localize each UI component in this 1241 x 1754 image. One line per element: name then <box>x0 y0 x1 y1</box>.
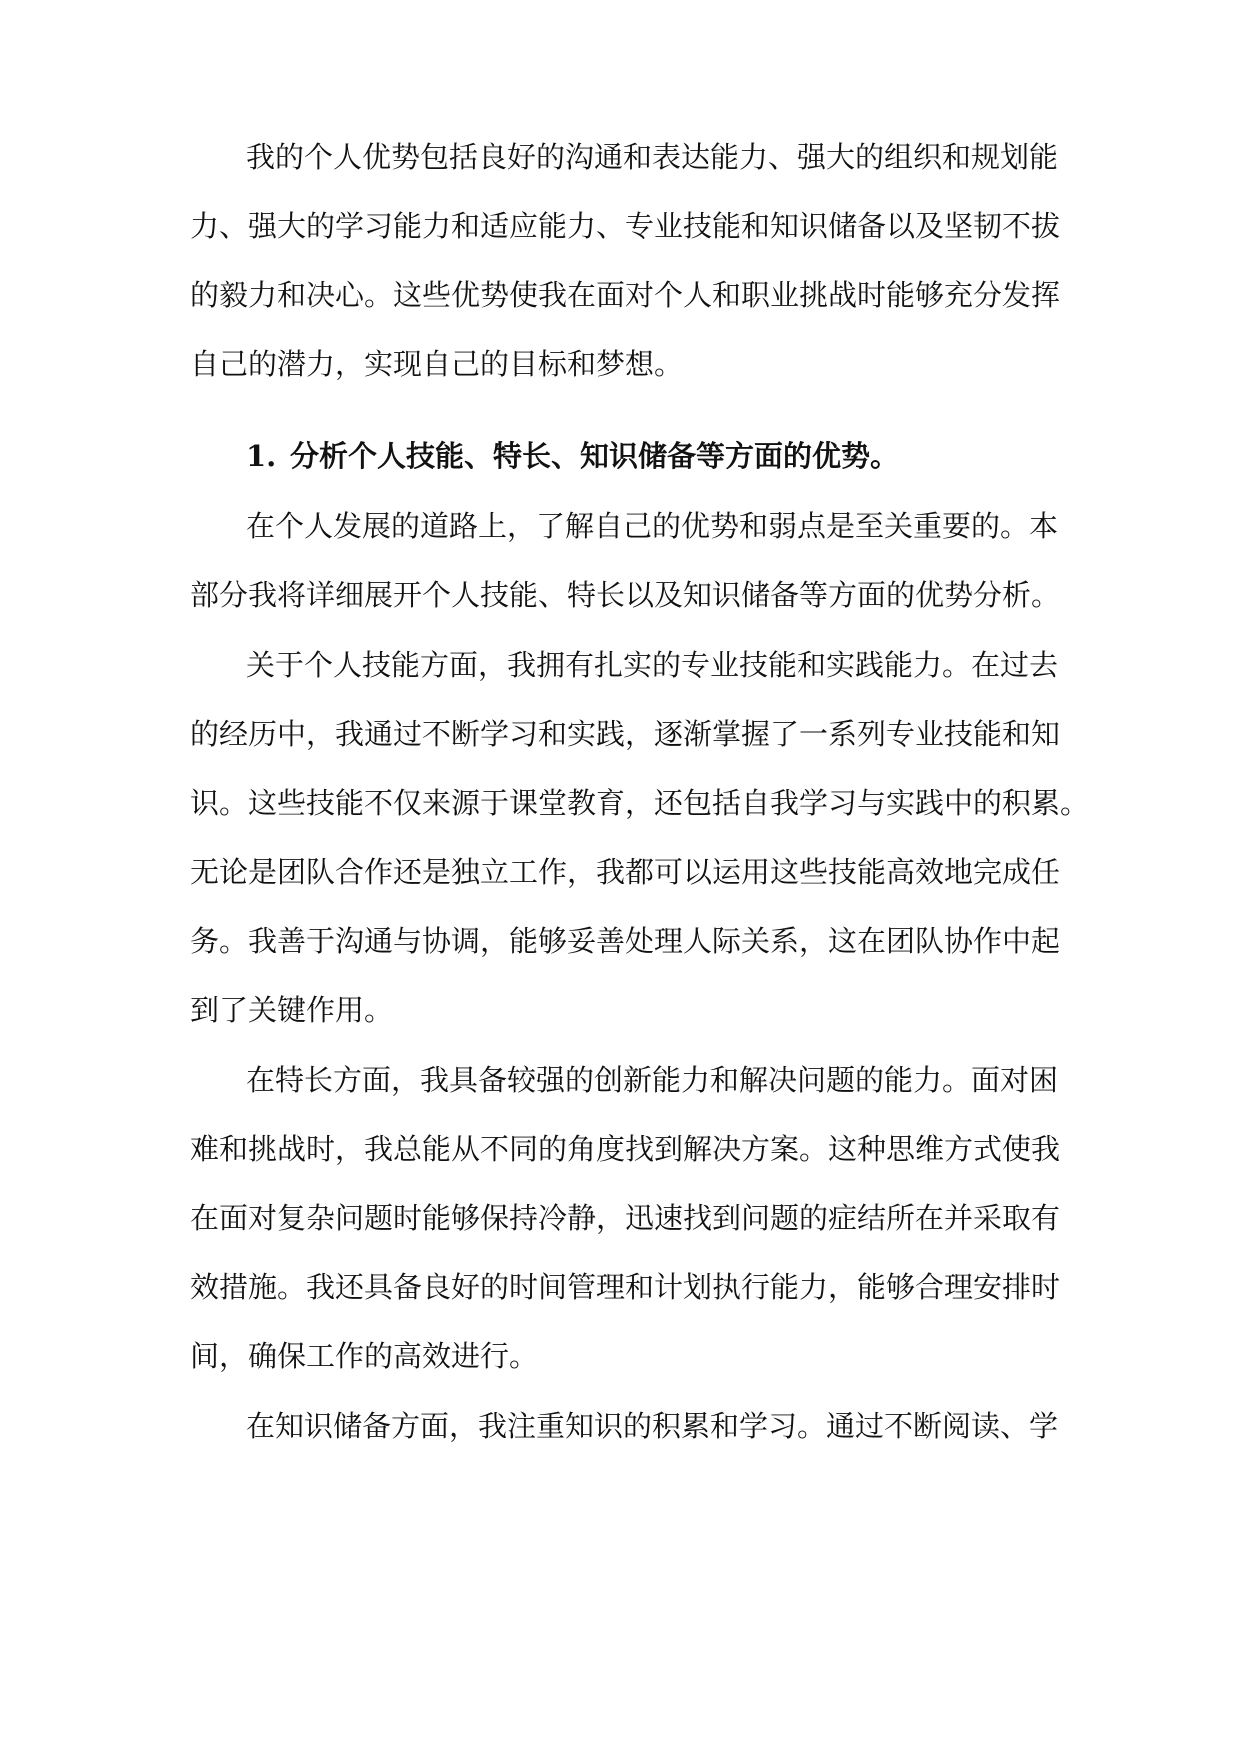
paragraph-line: 识。这些技能不仅来源于课堂教育，还包括自我学习与实践中的积累。 <box>190 786 1090 820</box>
paragraph-line: 在面对复杂问题时能够保持冷静，迅速找到问题的症结所在并采取有 <box>190 1201 1061 1235</box>
paragraph-line: 到了关键作用。 <box>190 993 394 1027</box>
paragraph-line: 的经历中，我通过不断学习和实践，逐渐掌握了一系列专业技能和知 <box>190 717 1061 751</box>
paragraph-line: 力、强大的学习能力和适应能力、专业技能和知识储备以及坚韧不拔 <box>190 209 1061 243</box>
paragraph-line: 在个人发展的道路上，了解自己的优势和弱点是至关重要的。本 <box>246 509 1059 543</box>
paragraph-line: 的毅力和决心。这些优势使我在面对个人和职业挑战时能够充分发挥 <box>190 278 1061 312</box>
paragraph-line: 在知识储备方面，我注重知识的积累和学习。通过不断阅读、学 <box>246 1409 1059 1443</box>
paragraph-line: 在特长方面，我具备较强的创新能力和解决问题的能力。面对困 <box>246 1063 1059 1097</box>
section-heading-text: 分析个人技能、特长、知识储备等方面的优势。 <box>290 439 900 473</box>
paragraph-line: 我的个人优势包括良好的沟通和表达能力、强大的组织和规划能 <box>246 140 1059 174</box>
paragraph-line: 间，确保工作的高效进行。 <box>190 1339 539 1373</box>
section-heading <box>246 436 899 476</box>
paragraph-line: 自己的潜力，实现自己的目标和梦想。 <box>190 347 684 381</box>
paragraph-line: 关于个人技能方面，我拥有扎实的专业技能和实践能力。在过去 <box>246 648 1059 682</box>
paragraph-line: 效措施。我还具备良好的时间管理和计划执行能力，能够合理安排时 <box>190 1270 1061 1304</box>
paragraph-line: 无论是团队合作还是独立工作，我都可以运用这些技能高效地完成任 <box>190 855 1061 889</box>
paragraph-line: 部分我将详细展开个人技能、特长以及知识储备等方面的优势分析。 <box>190 578 1061 612</box>
paragraph-line: 务。我善于沟通与协调，能够妥善处理人际关系，这在团队协作中起 <box>190 924 1061 958</box>
section-number: 1. <box>246 439 277 473</box>
paragraph-line: 难和挑战时，我总能从不同的角度找到解决方案。这种思维方式使我 <box>190 1132 1061 1166</box>
